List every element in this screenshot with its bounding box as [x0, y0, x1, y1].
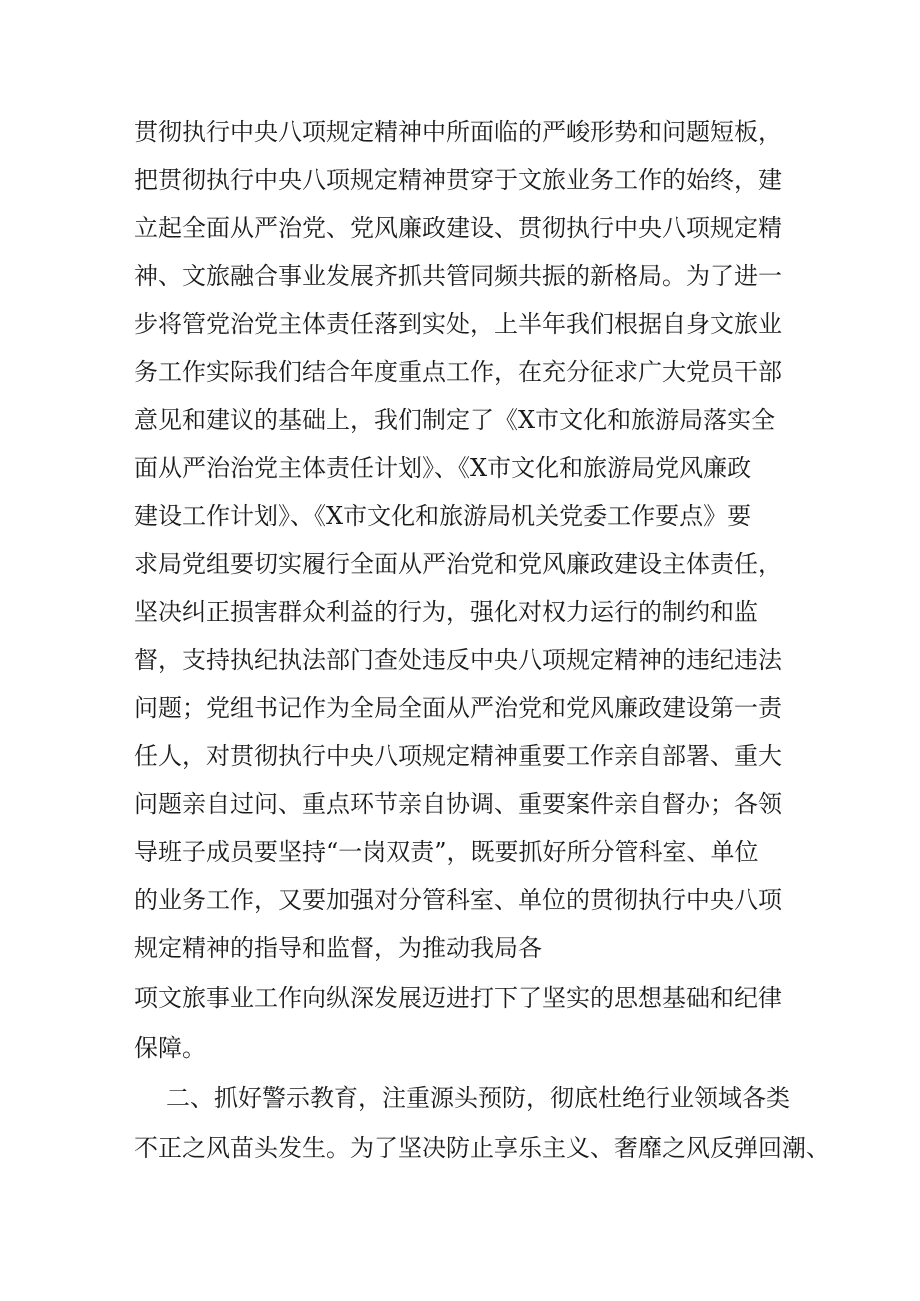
text-line: 面从严治治党主体责任计划》、《X市文化和旅游局党风廉政	[134, 454, 752, 482]
text-line: 求局党组要切实履行全面从严治党和党风廉政建设主体责任，	[134, 550, 782, 578]
text-line: 督，支持执纪执法部门查处违反中央八项规定精神的违纪违法	[134, 646, 782, 674]
text-line: 坚决纠正损害群众利益的行为，强化对权力运行的制约和监	[134, 598, 758, 626]
text-line: 任人，对贯彻执行中央八项规定精神重要工作亲自部署、重大	[134, 742, 782, 770]
text-line: 建设工作计划》、《X市文化和旅游局机关党委工作要点》要	[134, 502, 752, 530]
text-line: 不正之风苗头发生。为了坚决防止享乐主义、奢靡之风反弹回潮、	[134, 1134, 830, 1162]
text-line: 立起全面从严治党、党风廉政建设、贯彻执行中央八项规定精	[134, 214, 782, 242]
text-line: 步将管党治党主体责任落到实处，上半年我们根据自身文旅业	[134, 310, 782, 338]
text-line: 神、文旅融合事业发展齐抓共管同频共振的新格局。为了进一	[134, 262, 782, 290]
text-line: 把贯彻执行中央八项规定精神贯穿于文旅业务工作的始终，建	[134, 166, 782, 194]
text-line: 的业务工作，又要加强对分管科室、单位的贯彻执行中央八项	[134, 886, 782, 914]
section-heading-line: 二、抓好警示教育，注重源头预防，彻底杜绝行业领域各类	[166, 1084, 790, 1112]
text-line: 问题；党组书记作为全局全面从严治党和党风廉政建设第一责	[134, 694, 782, 722]
text-line: 导班子成员要坚持“一岗双责”，既要抓好所分管科室、单位	[134, 838, 759, 866]
text-line: 保障。	[134, 1034, 206, 1062]
text-line: 项文旅事业工作向纵深发展迈进打下了坚实的思想基础和纪律	[134, 984, 782, 1012]
text-line: 贯彻执行中央八项规定精神中所面临的严峻形势和问题短板，	[134, 118, 782, 146]
text-line: 问题亲自过问、重点环节亲自协调、重要案件亲自督办；各领	[134, 790, 782, 818]
text-line: 意见和建议的基础上，我们制定了《X市文化和旅游局落实全	[134, 406, 776, 434]
text-line: 规定精神的指导和监督，为推动我局各	[134, 934, 542, 962]
text-line: 务工作实际我们结合年度重点工作，在充分征求广大党员干部	[134, 358, 782, 386]
